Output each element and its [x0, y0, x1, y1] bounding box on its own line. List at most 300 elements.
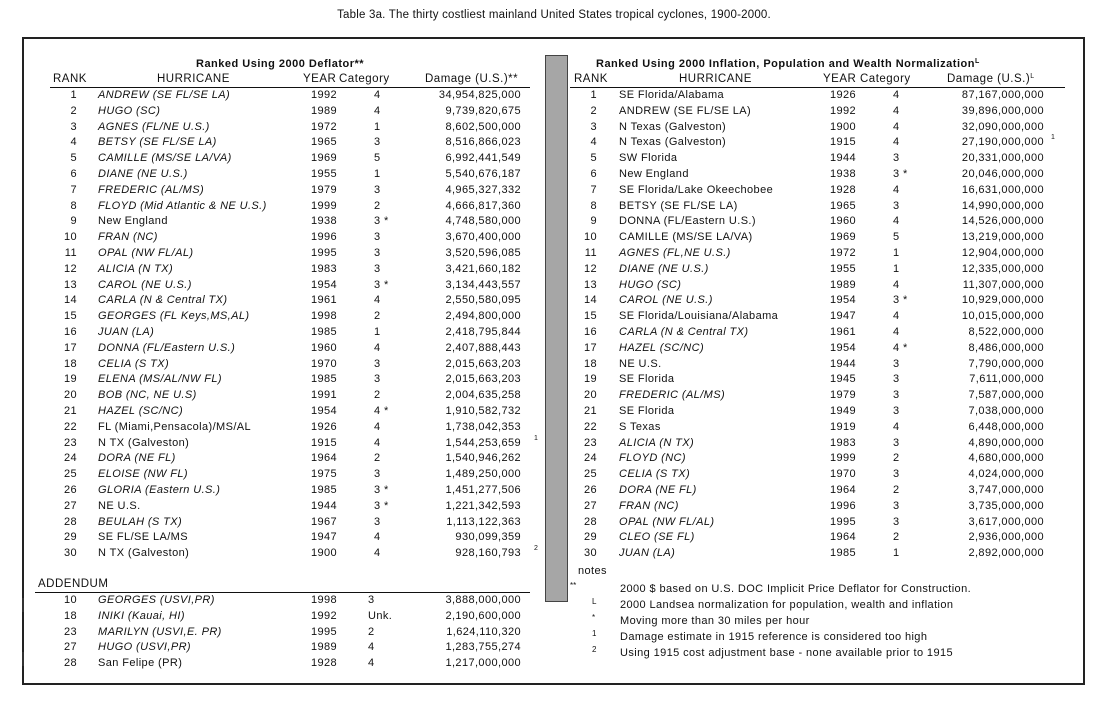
damage-cell: 27,190,000,000 — [961, 136, 1044, 149]
category-cell: 3 — [893, 373, 900, 386]
damage-cell: 4,748,580,000 — [445, 215, 521, 228]
hurricane-cell: BOB (NC, NE U.S) — [98, 389, 197, 402]
year-cell: 1985 — [830, 547, 857, 560]
year-cell: 1955 — [311, 167, 338, 180]
year-cell: 1928 — [311, 657, 338, 670]
category-cell: 4 — [374, 547, 381, 560]
category-cell: 3 — [374, 357, 381, 370]
damage-cell: 7,587,000,000 — [968, 389, 1044, 402]
hurricane-cell: JUAN (LA) — [98, 325, 155, 338]
year-cell: 1938 — [830, 167, 857, 180]
year-cell: 1955 — [830, 262, 857, 275]
hurricane-cell: OPAL (NW FL/AL) — [619, 515, 715, 528]
year-cell: 1979 — [830, 389, 857, 402]
category-cell: 3 * — [374, 499, 389, 512]
addendum-table-row — [0, 626, 545, 642]
rank-cell: 16 — [63, 325, 77, 338]
year-cell: 1967 — [311, 515, 338, 528]
damage-cell: 3,747,000,000 — [968, 483, 1044, 496]
right-header-rank: RANK — [574, 73, 608, 85]
rank-cell: 16 — [583, 325, 597, 338]
category-cell: 3 — [893, 436, 900, 449]
rank-cell: 23 — [63, 625, 77, 638]
damage-cell: 4,666,817,360 — [445, 199, 521, 212]
rank-cell: 22 — [63, 420, 77, 433]
damage-cell: 1,540,946,262 — [445, 452, 521, 465]
hurricane-cell: JUAN (LA) — [619, 547, 676, 560]
hurricane-cell: HUGO (SC) — [619, 278, 682, 291]
hurricane-cell: CAROL (NE U.S.) — [98, 278, 192, 291]
category-cell: 1 — [374, 167, 381, 180]
year-cell: 1954 — [311, 404, 338, 417]
category-cell: 2 — [893, 483, 900, 496]
right-table-row — [0, 279, 1100, 295]
hurricane-cell: CLEO (SE FL) — [619, 531, 695, 544]
footnote-marker: 2 — [534, 545, 539, 553]
year-cell: 1944 — [830, 357, 857, 370]
damage-cell: 1,910,582,732 — [445, 404, 521, 417]
category-cell: 3 — [374, 373, 381, 386]
hurricane-cell: INIKI (Kauai, HI) — [98, 609, 185, 622]
note-text: 2000 $ based on U.S. DOC Implicit Price Deflator for Construction. — [620, 583, 972, 595]
year-cell: 1928 — [830, 183, 857, 196]
hurricane-cell: DORA (NE FL) — [98, 452, 176, 465]
damage-cell: 1,738,042,353 — [445, 420, 521, 433]
rank-cell: 10 — [63, 231, 77, 244]
note-symbol: ** — [570, 581, 577, 590]
note-symbol: L — [592, 597, 597, 606]
damage-cell: 20,046,000,000 — [961, 167, 1044, 180]
right-heading: Ranked Using 2000 Inflation, Population and Wealth Normalization$^L$ — [596, 58, 980, 70]
right-table-row — [0, 434, 1100, 453]
category-cell: 5 — [893, 231, 900, 244]
hurricane-cell: SE Florida/Louisiana/Alabama — [619, 310, 779, 323]
addendum-table-row — [0, 594, 545, 610]
rank-cell: 6 — [590, 167, 597, 180]
rank-cell: 18 — [63, 357, 77, 370]
year-cell: 1972 — [311, 120, 338, 133]
category-cell: 1 — [893, 262, 900, 275]
note-symbol: 1 — [592, 629, 597, 638]
rank-cell: 19 — [583, 373, 597, 386]
right-table-row — [0, 547, 1100, 563]
damage-cell: 7,038,000,000 — [968, 404, 1044, 417]
rank-cell: 24 — [583, 452, 597, 465]
rank-cell: 4 — [70, 136, 77, 149]
damage-cell: 7,611,000,000 — [969, 373, 1044, 386]
category-cell: 3 * — [893, 167, 908, 180]
category-cell: 1 — [893, 246, 900, 259]
damage-cell: 1,221,342,593 — [445, 499, 521, 512]
rank-cell: 20 — [583, 389, 597, 402]
year-cell: 1947 — [830, 310, 857, 323]
damage-cell: 5,540,676,187 — [445, 167, 521, 180]
category-cell: 4 — [374, 531, 381, 544]
year-cell: 1979 — [311, 183, 338, 196]
right-table-row — [0, 89, 1100, 105]
note-text: Moving more than 30 miles per hour — [620, 615, 810, 627]
rank-cell: 28 — [583, 515, 597, 528]
rank-cell: 13 — [63, 278, 77, 291]
damage-cell: 39,896,000,000 — [961, 104, 1044, 117]
rank-cell: 27 — [63, 499, 77, 512]
hurricane-cell: DIANE (NE U.S.) — [98, 167, 188, 180]
damage-cell: 34,954,825,000 — [438, 89, 521, 101]
damage-cell: 3,617,000,000 — [968, 515, 1044, 528]
category-cell: 2 — [374, 389, 381, 402]
damage-cell: 4,680,000,000 — [968, 452, 1044, 465]
year-cell: 1960 — [311, 341, 338, 354]
year-cell: 1944 — [830, 152, 857, 165]
damage-cell: 6,448,000,000 — [968, 420, 1044, 433]
rank-cell: 17 — [63, 341, 77, 354]
category-cell: 4 — [893, 120, 900, 133]
rank-cell: 14 — [63, 294, 77, 307]
year-cell: 1964 — [830, 483, 857, 496]
hurricane-cell: DORA (NE FL) — [619, 483, 697, 496]
year-cell: 1999 — [830, 452, 857, 465]
hurricane-cell: HUGO (USVI,PR) — [98, 641, 191, 654]
year-cell: 1989 — [311, 104, 338, 117]
damage-cell: 2,550,580,095 — [445, 294, 521, 307]
year-cell: 1969 — [830, 231, 857, 244]
rank-cell: 18 — [63, 609, 77, 622]
year-cell: 1992 — [311, 89, 338, 101]
rank-cell: 27 — [583, 499, 597, 512]
left-header-year: YEAR — [303, 73, 337, 85]
left-header-damage: Damage (U.S.)** — [425, 73, 519, 85]
year-cell: 1938 — [311, 215, 338, 228]
hurricane-cell: FLOYD (NC) — [619, 452, 686, 465]
right-header-damage: Damage $(U.S.)^L$ — [947, 73, 1035, 85]
hurricane-cell: HAZEL (SC/NC) — [619, 341, 705, 354]
year-cell: 1947 — [311, 531, 338, 544]
hurricane-cell: NE U.S. — [619, 357, 662, 370]
year-cell: 1992 — [311, 609, 338, 622]
left-header-rule — [50, 87, 530, 88]
year-cell: 1970 — [311, 357, 338, 370]
rank-cell: 7 — [70, 183, 77, 196]
category-cell: 4 — [374, 89, 381, 101]
category-cell: 3 — [368, 594, 375, 606]
rank-cell: 26 — [583, 483, 597, 496]
category-cell: 4 — [893, 215, 900, 228]
year-cell: 1985 — [311, 325, 338, 338]
category-cell: 4 — [893, 104, 900, 117]
rank-cell: 11 — [64, 246, 77, 259]
damage-cell: 2,190,600,000 — [445, 609, 521, 622]
left-header-rank: RANK — [53, 73, 87, 85]
hurricane-cell: CELIA (S TX) — [98, 357, 170, 370]
damage-cell: 928,160,793 — [455, 547, 521, 560]
right-header-year: YEAR — [823, 73, 857, 85]
right-table-row — [0, 168, 1100, 184]
year-cell: 1915 — [830, 136, 857, 149]
damage-cell: 8,486,000,000 — [968, 341, 1044, 354]
category-cell: 4 — [368, 657, 375, 670]
rank-cell: 10 — [583, 231, 597, 244]
damage-cell: 2,015,663,203 — [445, 357, 521, 370]
rank-cell: 20 — [63, 389, 77, 402]
year-cell: 1954 — [830, 341, 857, 354]
hurricane-cell: DONNA (FL/Eastern U.S.) — [619, 215, 756, 228]
rank-cell: 17 — [583, 341, 597, 354]
category-cell: 4 — [374, 104, 381, 117]
category-cell: 4 * — [374, 404, 389, 417]
right-table-row — [0, 152, 1100, 168]
year-cell: 1999 — [311, 199, 338, 212]
right-table-row — [0, 468, 1100, 484]
rank-cell: 24 — [63, 452, 77, 465]
right-table-row — [0, 452, 1100, 468]
year-cell: 1989 — [311, 641, 338, 654]
category-cell: 3 — [893, 404, 900, 417]
rank-cell: 6 — [70, 167, 77, 180]
category-cell: 1 — [893, 547, 900, 560]
category-cell: 3 — [374, 468, 381, 481]
hurricane-cell: MARILYN (USVI,E. PR) — [98, 625, 222, 638]
category-cell: 3 * — [374, 483, 389, 496]
rank-cell: 21 — [63, 404, 77, 417]
category-cell: 4 * — [893, 341, 908, 354]
note-symbol: * — [592, 613, 596, 622]
damage-cell: 2,892,000,000 — [968, 547, 1044, 560]
category-cell: 3 — [893, 357, 900, 370]
right-table-row — [0, 484, 1100, 500]
hurricane-cell: CELIA (S TX) — [619, 468, 691, 481]
right-table-row — [0, 231, 1100, 247]
hurricane-cell: New England — [619, 167, 689, 180]
year-cell: 1972 — [830, 246, 857, 259]
rank-cell: 8 — [590, 199, 597, 212]
damage-cell: 87,167,000,000 — [961, 89, 1044, 101]
rank-cell: 26 — [63, 483, 77, 496]
year-cell: 1969 — [311, 152, 338, 165]
addendum-table-body — [0, 594, 545, 673]
category-cell: 4 — [893, 278, 900, 291]
hurricane-cell: CAMILLE (MS/SE LA/VA) — [98, 152, 232, 165]
category-cell: 4 — [893, 420, 900, 433]
damage-cell: 4,965,327,332 — [445, 183, 521, 196]
hurricane-cell: SE FL/SE LA/MS — [98, 531, 188, 544]
rank-cell: 28 — [63, 657, 77, 670]
hurricane-cell: ANDREW (SE FL/SE LA) — [98, 89, 231, 101]
rank-cell: 22 — [583, 420, 597, 433]
category-cell: 3 — [374, 262, 381, 275]
year-cell: 1998 — [311, 310, 338, 323]
hurricane-cell: OPAL (NW FL/AL) — [98, 246, 194, 259]
rank-cell: 2 — [590, 104, 597, 117]
damage-cell: 3,888,000,000 — [445, 594, 521, 606]
year-cell: 1900 — [830, 120, 857, 133]
hurricane-cell: SE Florida/Alabama — [619, 89, 725, 101]
addendum-table-row — [0, 657, 545, 673]
damage-cell: 32,090,000,000 — [961, 120, 1044, 133]
year-cell: 1926 — [830, 89, 857, 101]
hurricane-cell: N Texas (Galveston) — [619, 136, 727, 149]
hurricane-cell: BEULAH (S TX) — [98, 515, 183, 528]
damage-cell: 7,790,000,000 — [968, 357, 1044, 370]
rank-cell: 7 — [590, 183, 597, 196]
year-cell: 1995 — [311, 625, 338, 638]
note-text: Using 1915 cost adjustment base - none available prior to 1915 — [620, 647, 953, 659]
rank-cell: 15 — [583, 310, 597, 323]
rank-cell: 5 — [70, 152, 77, 165]
hurricane-cell: SW Florida — [619, 152, 678, 165]
year-cell: 1992 — [830, 104, 857, 117]
footnote-marker: 1 — [534, 434, 539, 442]
hurricane-cell: GEORGES (USVI,PR) — [98, 594, 215, 606]
rank-cell: 28 — [63, 515, 77, 528]
year-cell: 1983 — [830, 436, 857, 449]
category-cell: 4 — [893, 89, 900, 101]
right-table-row — [0, 105, 1100, 121]
rank-cell: 30 — [63, 547, 77, 560]
damage-cell: 13,219,000,000 — [961, 231, 1044, 244]
hurricane-cell: HUGO (SC) — [98, 104, 161, 117]
addendum-table-row — [0, 610, 545, 626]
rank-cell: 11 — [584, 246, 597, 259]
hurricane-cell: FRAN (NC) — [619, 499, 679, 512]
rank-cell: 1 — [590, 89, 597, 101]
left-header-category: Category — [339, 73, 390, 85]
category-cell: 3 — [893, 468, 900, 481]
hurricane-cell: N TX (Galveston) — [98, 547, 190, 560]
year-cell: 1995 — [830, 515, 857, 528]
category-cell: 4 — [374, 341, 381, 354]
hurricane-cell: BETSY (SE FL/SE LA) — [619, 199, 738, 212]
addendum-rule — [35, 592, 530, 593]
rank-cell: 8 — [70, 199, 77, 212]
right-table-row — [0, 326, 1100, 342]
rank-cell: 3 — [70, 120, 77, 133]
left-header-hurricane: HURRICANE — [157, 73, 230, 85]
hurricane-cell: FREDERIC (AL/MS) — [619, 389, 726, 402]
year-cell: 1965 — [311, 136, 338, 149]
year-cell: 1960 — [830, 215, 857, 228]
year-cell: 1983 — [311, 262, 338, 275]
damage-cell: 3,520,596,085 — [445, 246, 521, 259]
damage-cell: 12,904,000,000 — [961, 246, 1044, 259]
category-cell: 3 — [893, 152, 900, 165]
hurricane-cell: N Texas (Galveston) — [619, 120, 727, 133]
damage-cell: 9,739,820,675 — [445, 104, 521, 117]
hurricane-cell: CAMILLE (MS/SE LA/VA) — [619, 231, 753, 244]
damage-cell: 1,451,277,506 — [445, 483, 521, 496]
category-cell: 2 — [368, 625, 375, 638]
hurricane-cell: S Texas — [619, 420, 661, 433]
category-cell: 2 — [374, 199, 381, 212]
category-cell: 4 — [893, 183, 900, 196]
damage-cell: 6,992,441,549 — [445, 152, 521, 165]
year-cell: 1970 — [830, 468, 857, 481]
right-header-hurricane: HURRICANE — [679, 73, 752, 85]
hurricane-cell: ALICIA (N TX) — [619, 436, 695, 449]
right-header-category: Category — [860, 73, 911, 85]
category-cell: 4 — [374, 294, 381, 307]
category-cell: 4 — [893, 136, 900, 149]
hurricane-cell: N TX (Galveston) — [98, 436, 190, 449]
right-table-row — [0, 389, 1100, 405]
right-table-row — [0, 294, 1100, 310]
damage-cell: 3,134,443,557 — [445, 278, 521, 291]
hurricane-cell: SE Florida/Lake Okeechobee — [619, 183, 774, 196]
rank-cell: 18 — [583, 357, 597, 370]
category-cell: 3 * — [374, 215, 389, 228]
category-cell: 3 * — [893, 294, 908, 307]
damage-cell: 930,099,359 — [455, 531, 521, 544]
category-cell: Unk. — [368, 609, 393, 622]
addendum-label: ADDENDUM — [38, 578, 109, 590]
right-table-row — [0, 310, 1100, 326]
rank-cell: 21 — [583, 404, 597, 417]
hurricane-cell: AGNES (FL/NE U.S.) — [98, 120, 210, 133]
hurricane-cell: CAROL (NE U.S.) — [619, 294, 713, 307]
rank-cell: 29 — [63, 531, 77, 544]
year-cell: 1996 — [311, 231, 338, 244]
hurricane-cell: ELENA (MS/AL/NW FL) — [98, 373, 222, 386]
damage-cell: 14,990,000,000 — [961, 199, 1044, 212]
damage-cell: 2,418,795,844 — [445, 325, 521, 338]
right-table-row — [0, 136, 1100, 152]
right-table-row — [0, 531, 1100, 547]
category-cell: 2 — [374, 310, 381, 323]
note-symbol: 2 — [592, 645, 597, 654]
rank-cell: 3 — [590, 120, 597, 133]
year-cell: 1965 — [830, 199, 857, 212]
damage-cell: 14,526,000,000 — [961, 215, 1044, 228]
damage-cell: 1,489,250,000 — [445, 468, 521, 481]
damage-cell: 2,004,635,258 — [445, 389, 521, 402]
damage-cell: 2,494,800,000 — [445, 310, 521, 323]
category-cell: 3 * — [374, 278, 389, 291]
rank-cell: 14 — [583, 294, 597, 307]
category-cell: 4 — [368, 641, 375, 654]
year-cell: 1949 — [830, 404, 857, 417]
damage-cell: 3,421,660,182 — [445, 262, 521, 275]
damage-cell: 2,936,000,000 — [968, 531, 1044, 544]
category-cell: 3 — [374, 136, 381, 149]
rank-cell: 10 — [63, 594, 77, 606]
right-table-row — [0, 200, 1100, 216]
right-table-body — [0, 89, 1100, 563]
year-cell: 1989 — [830, 278, 857, 291]
rank-cell: 12 — [583, 262, 597, 275]
hurricane-cell: FREDERIC (AL/MS) — [98, 183, 205, 196]
note-text: 2000 Landsea normalization for population, wealth and inflation — [620, 599, 954, 611]
year-cell: 1961 — [830, 325, 857, 338]
rank-cell: 1 — [70, 89, 77, 101]
hurricane-cell: BETSY (SE FL/SE LA) — [98, 136, 217, 149]
category-cell: 3 — [893, 199, 900, 212]
rank-cell: 23 — [583, 436, 597, 449]
category-cell: 3 — [893, 389, 900, 402]
damage-cell: 20,331,000,000 — [961, 152, 1044, 165]
right-table-row — [0, 247, 1100, 263]
note-text: Damage estimate in 1915 reference is considered too high — [620, 631, 928, 643]
damage-cell: 2,407,888,443 — [445, 341, 521, 354]
year-cell: 1961 — [311, 294, 338, 307]
hurricane-cell: FLOYD (Mid Atlantic & NE U.S.) — [98, 199, 267, 212]
right-table-row — [0, 184, 1100, 200]
table-caption: Table 3a. The thirty costliest mainland United States tropical cyclones, 1900-2000. — [337, 9, 771, 21]
damage-cell: 1,217,000,000 — [445, 657, 521, 670]
damage-cell: 8,516,866,023 — [445, 136, 521, 149]
hurricane-cell: FRAN (NC) — [98, 231, 158, 244]
hurricane-cell: GLORIA (Eastern U.S.) — [98, 483, 221, 496]
category-cell: 4 — [893, 310, 900, 323]
year-cell: 1954 — [830, 294, 857, 307]
